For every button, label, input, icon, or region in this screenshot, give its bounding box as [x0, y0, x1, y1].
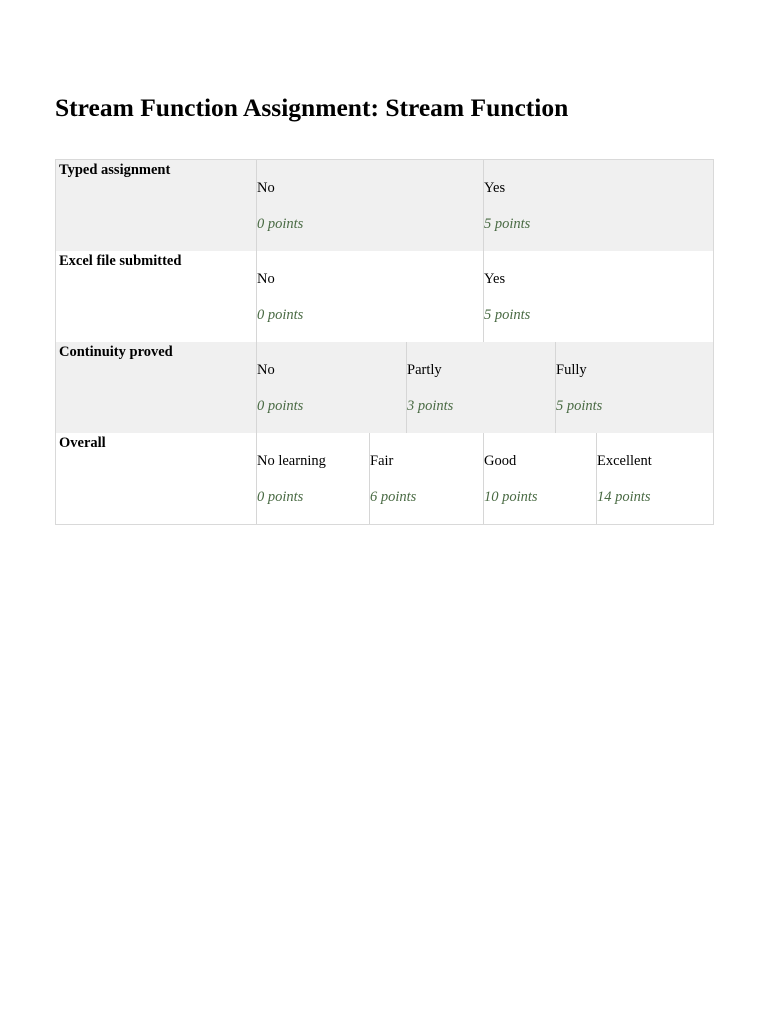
criterion-label: Continuity proved	[59, 344, 173, 360]
criterion-label: Excel file submitted	[59, 253, 182, 269]
rating-cell	[483, 251, 713, 342]
rating-label: No learning	[257, 453, 326, 469]
rating-cell	[483, 433, 596, 524]
rating-cell	[406, 342, 555, 433]
rating-cell	[483, 160, 713, 251]
rating-points: 0 points	[257, 398, 304, 414]
rubric-row-excel-file-submitted	[56, 251, 713, 342]
rating-points: 0 points	[257, 489, 304, 505]
rating-label: Fair	[370, 453, 394, 469]
rating-cell	[256, 251, 483, 342]
rubric-table	[55, 159, 714, 525]
rating-cell	[256, 342, 406, 433]
rating-points: 14 points	[597, 489, 651, 505]
rating-label: Yes	[484, 180, 506, 196]
rating-points: 5 points	[484, 216, 531, 232]
rating-cell	[369, 433, 483, 524]
rating-cell	[256, 160, 483, 251]
rating-label: Good	[484, 453, 517, 469]
rating-points: 5 points	[484, 307, 531, 323]
rubric-row-continuity-proved	[56, 342, 713, 433]
criterion-label: Overall	[59, 435, 106, 451]
rating-label: Yes	[484, 271, 506, 287]
rating-label: Fully	[556, 362, 587, 378]
rating-points: 0 points	[257, 307, 304, 323]
rubric-row-typed-assignment	[56, 160, 713, 251]
rating-points: 6 points	[370, 489, 417, 505]
rating-cell	[596, 433, 713, 524]
criterion-label: Typed assignment	[59, 162, 171, 178]
page-title: Stream Function Assignment: Stream Function	[55, 93, 569, 122]
rating-points: 10 points	[484, 489, 538, 505]
rating-cell	[256, 433, 369, 524]
rating-points: 5 points	[556, 398, 603, 414]
rating-points: 3 points	[407, 398, 454, 414]
rating-label: Partly	[407, 362, 442, 378]
rating-label: Excellent	[597, 453, 652, 469]
rubric-row-overall	[56, 433, 713, 524]
rating-points: 0 points	[257, 216, 304, 232]
rating-label: No	[257, 180, 275, 196]
rating-label: No	[257, 362, 275, 378]
rating-label: No	[257, 271, 275, 287]
rating-cell	[555, 342, 713, 433]
